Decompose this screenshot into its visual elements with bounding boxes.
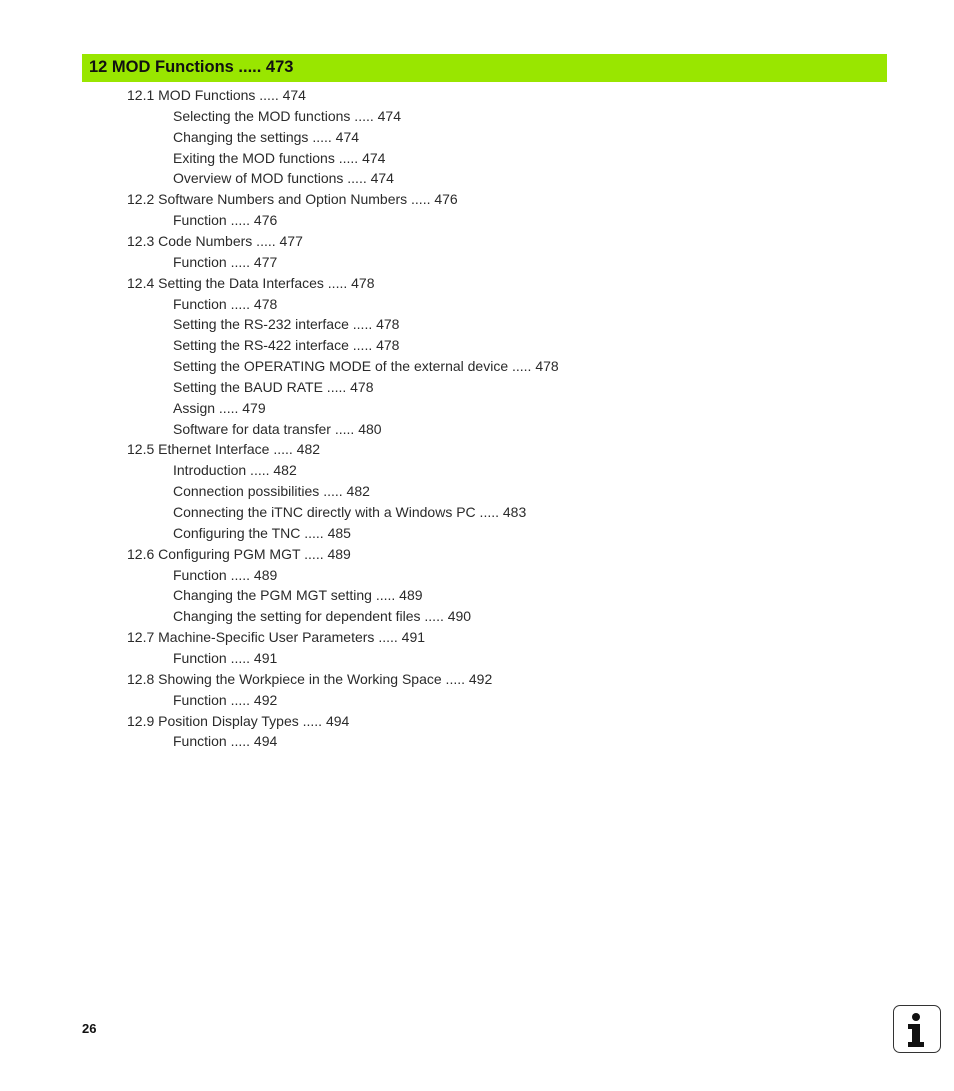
toc-subsection-entry[interactable]: Configuring the TNC ..... 485	[173, 524, 351, 541]
toc-section-entry[interactable]: 12.4 Setting the Data Interfaces ..... 478	[127, 274, 375, 291]
toc-subsection-entry[interactable]: Changing the setting for dependent files ..... 490	[173, 608, 472, 625]
toc-section-entry[interactable]: 12.6 Configuring PGM MGT ..... 489	[127, 545, 351, 562]
toc-subsection-entry[interactable]: Exiting the MOD functions ..... 474	[173, 149, 386, 166]
toc-subsection-entry[interactable]: Function ..... 476	[173, 212, 278, 229]
info-icon	[893, 1005, 941, 1053]
toc-subsection-entry[interactable]: Setting the RS-232 interface ..... 478	[173, 316, 400, 333]
chapter-title[interactable]: 12 MOD Functions ..... 473	[89, 58, 294, 76]
toc-subsection-entry[interactable]: Function ..... 491	[173, 649, 278, 666]
toc-subsection-entry[interactable]: Introduction ..... 482	[173, 462, 297, 479]
chapter-heading	[82, 54, 887, 82]
toc-section-entry[interactable]: 12.5 Ethernet Interface ..... 482	[127, 441, 321, 458]
toc-section-entry[interactable]: 12.7 Machine-Specific User Parameters ..... 491	[127, 629, 426, 646]
toc-section-entry[interactable]: 12.3 Code Numbers ..... 477	[127, 232, 303, 249]
toc-subsection-entry[interactable]: Function ..... 492	[173, 691, 278, 708]
toc-subsection-entry[interactable]: Function ..... 494	[173, 733, 278, 750]
toc-subsection-entry[interactable]: Connection possibilities ..... 482	[173, 483, 370, 500]
toc-subsection-entry[interactable]: Assign ..... 479	[173, 399, 266, 416]
toc-section-entry[interactable]: 12.9 Position Display Types ..... 494	[127, 712, 350, 729]
toc-subsection-entry[interactable]: Setting the RS-422 interface ..... 478	[173, 337, 400, 354]
toc-subsection-entry[interactable]: Setting the BAUD RATE ..... 478	[173, 378, 374, 395]
toc-subsection-entry[interactable]: Overview of MOD functions ..... 474	[173, 170, 394, 187]
toc-subsection-entry[interactable]: Software for data transfer ..... 480	[173, 420, 382, 437]
toc-subsection-entry[interactable]: Connecting the iTNC directly with a Windows PC ..... 483	[173, 504, 527, 520]
toc-section-entry[interactable]: 12.8 Showing the Workpiece in the Working Space ..... 492	[127, 670, 493, 687]
toc-subsection-entry[interactable]: Selecting the MOD functions ..... 474	[173, 107, 402, 124]
toc-subsection-entry[interactable]: Changing the settings ..... 474	[173, 128, 360, 145]
toc-section-entry[interactable]: 12.1 MOD Functions ..... 474	[127, 87, 306, 103]
toc-subsection-entry[interactable]: Function ..... 477	[173, 253, 278, 270]
page-number: 26	[82, 1021, 97, 1036]
toc-section-entry[interactable]: 12.2 Software Numbers and Option Numbers ..... 476	[127, 191, 458, 208]
toc-subsection-entry[interactable]: Function ..... 478	[173, 295, 278, 312]
toc-subsection-entry[interactable]: Function ..... 489	[173, 566, 278, 583]
toc-subsection-entry[interactable]: Setting the OPERATING MODE of the external device ..... 478	[173, 358, 559, 375]
toc-subsection-entry[interactable]: Changing the PGM MGT setting ..... 489	[173, 587, 423, 604]
